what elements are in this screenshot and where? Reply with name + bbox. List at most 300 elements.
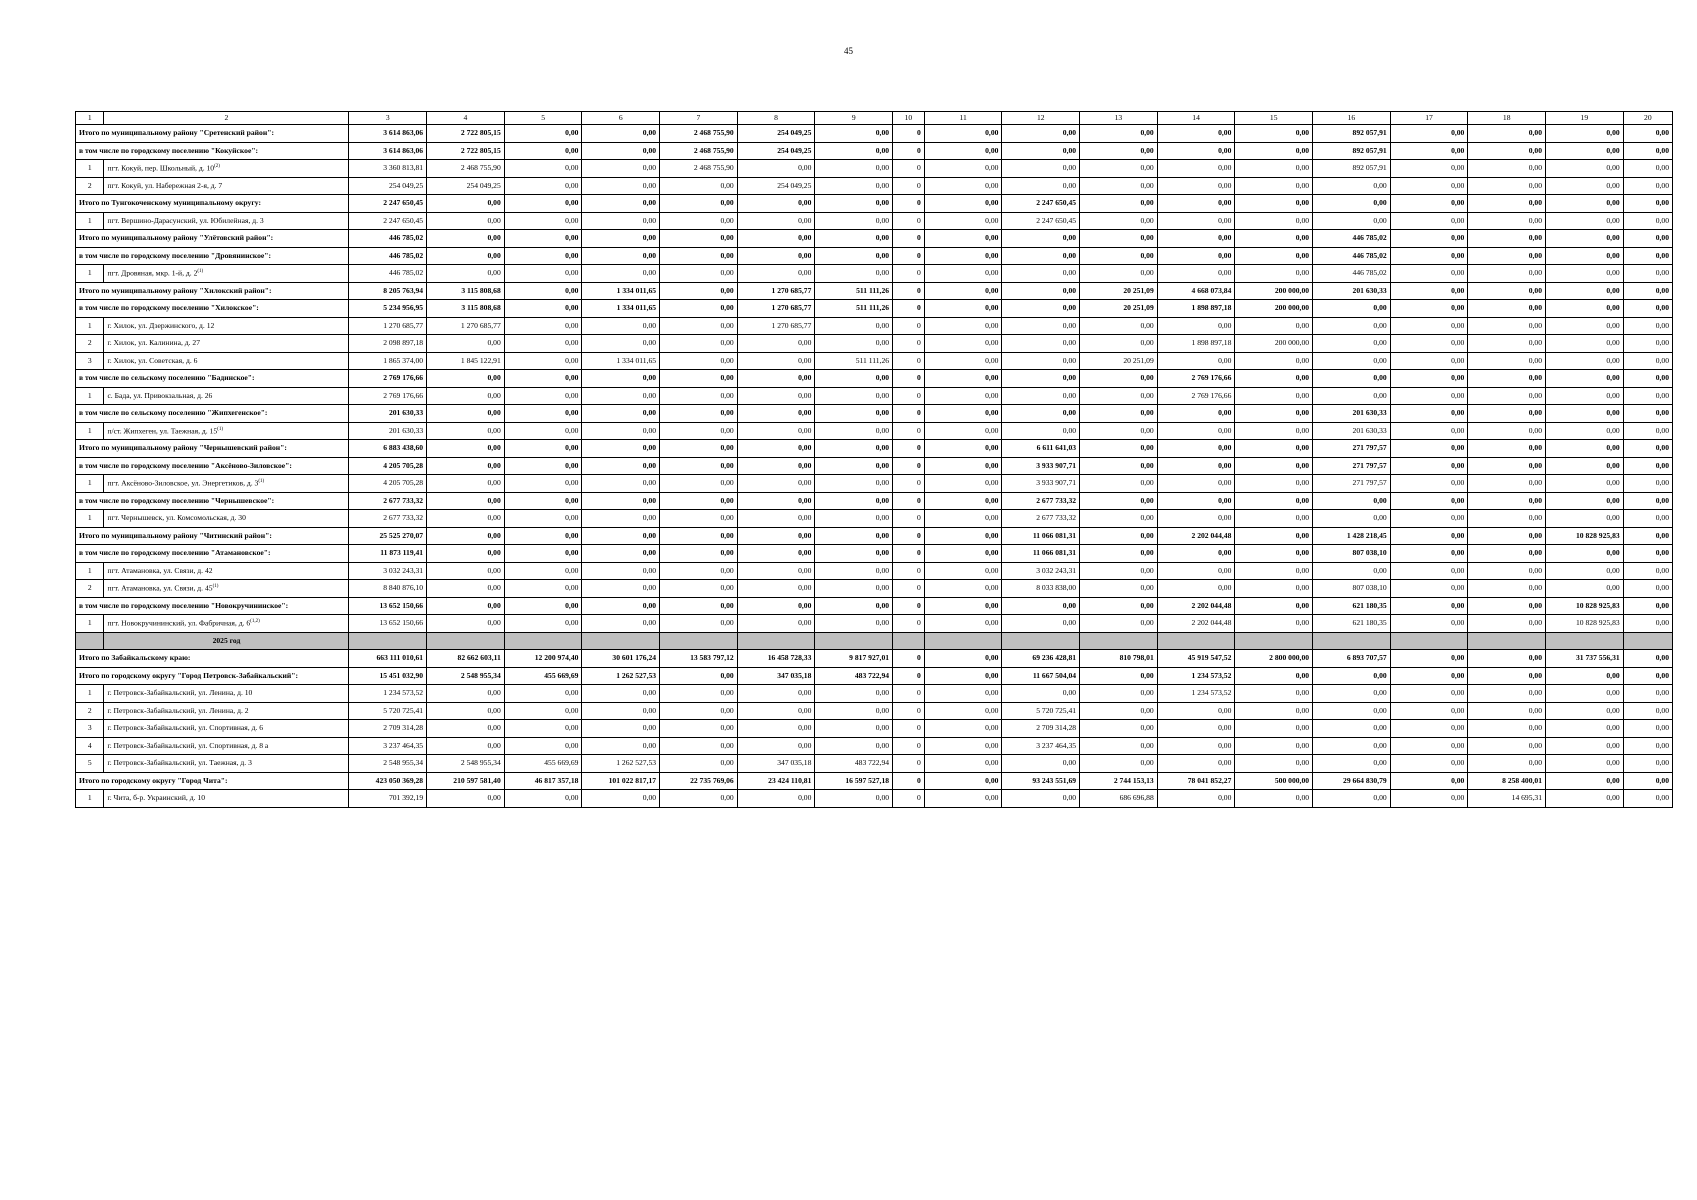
value-cell: 1 865 374,00 xyxy=(349,352,427,370)
value-cell: 0 xyxy=(893,212,925,230)
header-cell: 17 xyxy=(1390,112,1468,125)
value-cell: 0,00 xyxy=(815,737,893,755)
value-cell: 9 817 927,01 xyxy=(815,650,893,668)
value-cell: 0,00 xyxy=(815,230,893,248)
value-cell: 0,00 xyxy=(1390,772,1468,790)
total-label: Итого по муниципальному району "Читинский район": xyxy=(76,527,349,545)
value-cell: 31 737 556,31 xyxy=(1546,650,1624,668)
value-cell: 0,00 xyxy=(815,790,893,808)
value-cell: 0,00 xyxy=(1546,230,1624,248)
address-text: г. Хилок, ул. Советская, д. 6 xyxy=(107,355,198,365)
value-cell: 2 677 733,32 xyxy=(1002,510,1080,528)
address-cell xyxy=(104,685,349,703)
value-cell: 0,00 xyxy=(582,177,660,195)
value-cell: 446 785,02 xyxy=(1313,265,1391,283)
value-cell: 621 180,35 xyxy=(1313,597,1391,615)
value-cell: 0,00 xyxy=(737,597,815,615)
value-cell: 0,00 xyxy=(1235,580,1313,598)
value-cell: 0,00 xyxy=(1313,562,1391,580)
value-cell: 5 720 725,41 xyxy=(349,702,427,720)
value-cell: 0,00 xyxy=(924,370,1002,388)
value-cell: 0,00 xyxy=(815,125,893,143)
value-cell: 10 828 925,83 xyxy=(1546,615,1624,633)
value-cell: 0,00 xyxy=(815,265,893,283)
header-cell: 10 xyxy=(893,112,925,125)
value-cell: 0,00 xyxy=(1390,790,1468,808)
value-cell: 0,00 xyxy=(924,720,1002,738)
value-cell: 0,00 xyxy=(1002,125,1080,143)
value-cell: 0,00 xyxy=(504,545,582,563)
value-cell: 701 392,19 xyxy=(349,790,427,808)
value-cell: 0,00 xyxy=(815,597,893,615)
value-cell: 0,00 xyxy=(1390,615,1468,633)
value-cell: 0 xyxy=(893,370,925,388)
value-cell: 0,00 xyxy=(582,527,660,545)
total-row xyxy=(76,667,1673,685)
total-label: в том числе по городскому поселению "Дровянинское": xyxy=(76,247,349,265)
value-cell: 0,00 xyxy=(504,160,582,178)
value-cell: 0,00 xyxy=(1623,702,1672,720)
value-cell: 0,00 xyxy=(1623,177,1672,195)
value-cell: 0,00 xyxy=(504,440,582,458)
address-row xyxy=(76,160,1673,178)
value-cell: 0,00 xyxy=(1235,702,1313,720)
value-cell: 0,00 xyxy=(504,317,582,335)
value-cell: 0,00 xyxy=(504,615,582,633)
value-cell: 0,00 xyxy=(1313,317,1391,335)
value-cell: 0,00 xyxy=(1623,352,1672,370)
value-cell: 0,00 xyxy=(815,405,893,423)
value-cell: 0,00 xyxy=(1468,527,1546,545)
value-cell: 0,00 xyxy=(660,457,738,475)
address-cell xyxy=(104,160,349,178)
value-cell: 0 xyxy=(893,580,925,598)
value-cell: 0,00 xyxy=(427,562,505,580)
total-label: Итого по муниципальному району "Чернышевский район": xyxy=(76,440,349,458)
address-text: пгт. Вершино-Дарасунский, ул. Юбилейная, д. 3 xyxy=(107,215,264,225)
header-cell: 9 xyxy=(815,112,893,125)
value-cell: 0,00 xyxy=(1080,247,1158,265)
value-cell: 16 458 728,33 xyxy=(737,650,815,668)
value-cell: 0,00 xyxy=(1468,702,1546,720)
value-cell: 0,00 xyxy=(1157,177,1235,195)
value-cell: 0,00 xyxy=(1390,475,1468,493)
header-cell: 14 xyxy=(1157,112,1235,125)
value-cell: 0 xyxy=(893,177,925,195)
value-cell: 0,00 xyxy=(924,510,1002,528)
value-cell: 0,00 xyxy=(1468,195,1546,213)
address-text: пгт. Кокуй, ул. Набережная 2-я, д. 7 xyxy=(107,180,223,190)
value-cell: 0,00 xyxy=(924,230,1002,248)
value-cell: 0,00 xyxy=(1235,615,1313,633)
value-cell: 0 xyxy=(893,387,925,405)
value-cell: 0,00 xyxy=(1468,352,1546,370)
value-cell: 0,00 xyxy=(1080,562,1158,580)
row-number: 3 xyxy=(76,352,104,370)
value-cell: 201 630,33 xyxy=(349,405,427,423)
value-cell: 0,00 xyxy=(1623,317,1672,335)
value-cell: 0,00 xyxy=(582,790,660,808)
value-cell: 0,00 xyxy=(924,335,1002,353)
value-cell: 2 247 650,45 xyxy=(1002,212,1080,230)
value-cell: 254 049,25 xyxy=(737,177,815,195)
value-cell: 0,00 xyxy=(1623,720,1672,738)
value-cell: 0,00 xyxy=(815,685,893,703)
value-cell: 0,00 xyxy=(737,387,815,405)
value-cell: 0,00 xyxy=(1157,790,1235,808)
address-text: г. Петровск-Забайкальский, ул. Ленина, д. 10 xyxy=(107,688,253,698)
value-cell: 45 919 547,52 xyxy=(1157,650,1235,668)
row-number: 2 xyxy=(76,580,104,598)
value-cell: 0,00 xyxy=(1235,387,1313,405)
total-row xyxy=(76,650,1673,668)
total-label: Итого по муниципальному району "Улётовский район": xyxy=(76,230,349,248)
value-cell: 0,00 xyxy=(924,755,1002,773)
value-cell: 0,00 xyxy=(1080,230,1158,248)
value-cell: 0,00 xyxy=(1390,125,1468,143)
value-cell: 0,00 xyxy=(1157,702,1235,720)
header-cell: 7 xyxy=(660,112,738,125)
value-cell: 101 022 817,17 xyxy=(582,772,660,790)
value-cell: 0,00 xyxy=(1157,195,1235,213)
value-cell: 0,00 xyxy=(1546,282,1624,300)
value-cell: 0,00 xyxy=(1157,212,1235,230)
value-cell: 0,00 xyxy=(1468,142,1546,160)
value-cell: 0,00 xyxy=(1623,475,1672,493)
value-cell: 0,00 xyxy=(1390,405,1468,423)
value-cell: 0,00 xyxy=(427,370,505,388)
value-cell: 5 234 956,95 xyxy=(349,300,427,318)
value-cell: 1 234 573,52 xyxy=(1157,667,1235,685)
value-cell: 0,00 xyxy=(1623,510,1672,528)
value-cell: 0,00 xyxy=(427,685,505,703)
row-number: 2 xyxy=(76,702,104,720)
value-cell: 0,00 xyxy=(1002,142,1080,160)
value-cell: 0,00 xyxy=(1546,195,1624,213)
value-cell: 0,00 xyxy=(504,142,582,160)
value-cell: 446 785,02 xyxy=(1313,230,1391,248)
value-cell: 0,00 xyxy=(1546,492,1624,510)
value-cell: 0,00 xyxy=(1623,457,1672,475)
value-cell: 0,00 xyxy=(504,300,582,318)
value-cell: 0,00 xyxy=(737,230,815,248)
value-cell: 3 933 907,71 xyxy=(1002,457,1080,475)
value-cell: 0,00 xyxy=(427,790,505,808)
value-cell: 0,00 xyxy=(1157,720,1235,738)
value-cell: 10 828 925,83 xyxy=(1546,597,1624,615)
value-cell: 0,00 xyxy=(1390,562,1468,580)
value-cell: 0,00 xyxy=(1080,545,1158,563)
value-cell: 0 xyxy=(893,545,925,563)
value-cell: 0,00 xyxy=(504,387,582,405)
year-empty-cell xyxy=(893,632,925,650)
row-number: 1 xyxy=(76,422,104,440)
value-cell: 0,00 xyxy=(504,580,582,598)
value-cell: 0,00 xyxy=(660,562,738,580)
value-cell: 0,00 xyxy=(660,387,738,405)
value-cell: 0,00 xyxy=(1623,562,1672,580)
value-cell: 0,00 xyxy=(1235,667,1313,685)
value-cell: 201 630,33 xyxy=(1313,405,1391,423)
value-cell: 892 057,91 xyxy=(1313,160,1391,178)
value-cell: 0,00 xyxy=(1157,405,1235,423)
value-cell: 0,00 xyxy=(660,510,738,528)
value-cell: 0,00 xyxy=(1313,510,1391,528)
value-cell: 20 251,09 xyxy=(1080,282,1158,300)
value-cell: 0,00 xyxy=(660,335,738,353)
value-cell: 0,00 xyxy=(1002,265,1080,283)
value-cell: 0,00 xyxy=(660,230,738,248)
total-row xyxy=(76,370,1673,388)
value-cell: 0,00 xyxy=(1468,475,1546,493)
header-cell: 4 xyxy=(427,112,505,125)
value-cell: 0,00 xyxy=(1080,177,1158,195)
value-cell: 0,00 xyxy=(504,702,582,720)
value-cell: 1 262 527,53 xyxy=(582,755,660,773)
value-cell: 0 xyxy=(893,317,925,335)
value-cell: 0,00 xyxy=(924,352,1002,370)
value-cell: 2 677 733,32 xyxy=(1002,492,1080,510)
value-cell: 0,00 xyxy=(660,737,738,755)
total-label: в том числе по городскому поселению "Атамановское": xyxy=(76,545,349,563)
value-cell: 0,00 xyxy=(1235,212,1313,230)
value-cell: 0,00 xyxy=(1546,125,1624,143)
value-cell: 0,00 xyxy=(924,527,1002,545)
address-text: г. Петровск-Забайкальский, ул. Спортивная, д. 8 а xyxy=(107,740,269,750)
value-cell: 0,00 xyxy=(815,195,893,213)
address-row xyxy=(76,317,1673,335)
value-cell: 69 236 428,81 xyxy=(1002,650,1080,668)
value-cell: 0,00 xyxy=(1468,545,1546,563)
value-cell: 0,00 xyxy=(1623,790,1672,808)
value-cell: 0,00 xyxy=(1080,492,1158,510)
value-cell: 0,00 xyxy=(1002,405,1080,423)
value-cell: 0,00 xyxy=(924,667,1002,685)
value-cell: 271 797,57 xyxy=(1313,457,1391,475)
total-label: Итого по муниципальному району "Хилокский район": xyxy=(76,282,349,300)
value-cell: 0,00 xyxy=(1390,335,1468,353)
value-cell: 0,00 xyxy=(924,177,1002,195)
value-cell: 0,00 xyxy=(1468,230,1546,248)
value-cell: 0,00 xyxy=(924,615,1002,633)
value-cell: 8 205 763,94 xyxy=(349,282,427,300)
value-cell: 0,00 xyxy=(1080,755,1158,773)
value-cell: 0,00 xyxy=(504,265,582,283)
value-cell: 3 237 464,35 xyxy=(349,737,427,755)
value-cell: 2 769 176,66 xyxy=(1157,387,1235,405)
value-cell: 0,00 xyxy=(1002,615,1080,633)
year-empty-cell xyxy=(660,632,738,650)
value-cell: 0,00 xyxy=(427,737,505,755)
value-cell: 0,00 xyxy=(1546,580,1624,598)
value-cell: 2 202 044,48 xyxy=(1157,597,1235,615)
value-cell: 0,00 xyxy=(1546,177,1624,195)
value-cell: 3 032 243,31 xyxy=(349,562,427,580)
value-cell: 0,00 xyxy=(1468,720,1546,738)
value-cell: 1 270 685,77 xyxy=(349,317,427,335)
address-cell xyxy=(104,702,349,720)
value-cell: 0,00 xyxy=(1390,317,1468,335)
address-text: пгт. Кокуй, пер. Школьный, д. 10 xyxy=(107,163,215,173)
value-cell: 0,00 xyxy=(1546,352,1624,370)
value-cell: 0,00 xyxy=(1157,737,1235,755)
value-cell: 0,00 xyxy=(924,125,1002,143)
value-cell: 0,00 xyxy=(737,737,815,755)
value-cell: 0,00 xyxy=(737,562,815,580)
value-cell: 0 xyxy=(893,440,925,458)
value-cell: 0,00 xyxy=(1390,300,1468,318)
address-cell xyxy=(104,352,349,370)
value-cell: 0,00 xyxy=(427,440,505,458)
total-label: в том числе по сельскому поселению "Жипхегенское": xyxy=(76,405,349,423)
value-cell: 455 669,69 xyxy=(504,755,582,773)
value-cell: 0,00 xyxy=(1157,440,1235,458)
value-cell: 0,00 xyxy=(1157,125,1235,143)
value-cell: 1 270 685,77 xyxy=(427,317,505,335)
value-cell: 0,00 xyxy=(1235,247,1313,265)
value-cell: 0,00 xyxy=(924,195,1002,213)
value-cell: 1 270 685,77 xyxy=(737,317,815,335)
value-cell: 511 111,26 xyxy=(815,282,893,300)
value-cell: 20 251,09 xyxy=(1080,300,1158,318)
header-cell: 20 xyxy=(1623,112,1672,125)
value-cell: 0,00 xyxy=(1468,387,1546,405)
value-cell: 0,00 xyxy=(1623,545,1672,563)
value-cell: 0,00 xyxy=(1235,317,1313,335)
value-cell: 2 098 897,18 xyxy=(349,335,427,353)
value-cell: 0,00 xyxy=(815,492,893,510)
year-empty-cell xyxy=(737,632,815,650)
value-cell: 0,00 xyxy=(1468,282,1546,300)
value-cell: 0,00 xyxy=(1468,177,1546,195)
year-label: 2025 год xyxy=(104,632,349,650)
value-cell: 0,00 xyxy=(582,492,660,510)
value-cell: 0,00 xyxy=(1546,702,1624,720)
value-cell: 0,00 xyxy=(1313,387,1391,405)
value-cell: 0,00 xyxy=(504,230,582,248)
value-cell: 0,00 xyxy=(1390,352,1468,370)
value-cell: 201 630,33 xyxy=(1313,282,1391,300)
value-cell: 0,00 xyxy=(1623,667,1672,685)
value-cell: 0,00 xyxy=(1390,265,1468,283)
value-cell: 0,00 xyxy=(427,580,505,598)
value-cell: 0,00 xyxy=(1235,370,1313,388)
value-cell: 0,00 xyxy=(427,422,505,440)
value-cell: 0,00 xyxy=(924,457,1002,475)
value-cell: 0,00 xyxy=(1623,440,1672,458)
value-cell: 11 066 081,31 xyxy=(1002,527,1080,545)
year-empty-cell xyxy=(1080,632,1158,650)
value-cell: 0,00 xyxy=(582,737,660,755)
value-cell: 0,00 xyxy=(1623,370,1672,388)
value-cell: 2 709 314,28 xyxy=(349,720,427,738)
value-cell: 810 798,01 xyxy=(1080,650,1158,668)
address-cell xyxy=(104,177,349,195)
value-cell: 0,00 xyxy=(737,370,815,388)
value-cell: 0,00 xyxy=(660,790,738,808)
value-cell: 0,00 xyxy=(1623,265,1672,283)
value-cell: 0,00 xyxy=(924,317,1002,335)
value-cell: 0,00 xyxy=(1235,457,1313,475)
total-label: в том числе по городскому поселению "Кокуйское": xyxy=(76,142,349,160)
year-empty-cell xyxy=(1235,632,1313,650)
value-cell: 0,00 xyxy=(1390,702,1468,720)
value-cell: 0,00 xyxy=(737,685,815,703)
value-cell: 0,00 xyxy=(1623,650,1672,668)
value-cell: 0,00 xyxy=(660,352,738,370)
value-cell: 0,00 xyxy=(1623,492,1672,510)
value-cell: 2 202 044,48 xyxy=(1157,527,1235,545)
row-number: 2 xyxy=(76,335,104,353)
value-cell: 0,00 xyxy=(660,492,738,510)
value-cell: 0 xyxy=(893,492,925,510)
value-cell: 0,00 xyxy=(1235,405,1313,423)
value-cell: 0,00 xyxy=(1235,510,1313,528)
value-cell: 1 898 897,18 xyxy=(1157,335,1235,353)
value-cell: 0,00 xyxy=(1080,737,1158,755)
value-cell: 8 840 876,10 xyxy=(349,580,427,598)
value-cell: 0,00 xyxy=(582,247,660,265)
value-cell: 0,00 xyxy=(737,160,815,178)
value-cell: 0,00 xyxy=(504,177,582,195)
value-cell: 4 205 705,28 xyxy=(349,475,427,493)
value-cell: 0,00 xyxy=(1002,685,1080,703)
total-row xyxy=(76,195,1673,213)
value-cell: 0,00 xyxy=(924,300,1002,318)
address-text: пгт. Аксёново-Зиловское, ул. Энергетиков, д. 3 xyxy=(107,478,259,488)
value-cell: 0,00 xyxy=(1623,282,1672,300)
page-number: 45 xyxy=(844,46,853,56)
value-cell: 0,00 xyxy=(582,615,660,633)
value-cell: 0 xyxy=(893,125,925,143)
address-cell xyxy=(104,510,349,528)
value-cell: 0 xyxy=(893,790,925,808)
value-cell: 0,00 xyxy=(1623,755,1672,773)
total-row xyxy=(76,282,1673,300)
address-text: пгт. Дровяная, мкр. 1-й, д. 2 xyxy=(107,268,198,278)
value-cell: 0,00 xyxy=(924,737,1002,755)
value-cell: 16 597 527,18 xyxy=(815,772,893,790)
value-cell: 0,00 xyxy=(1235,440,1313,458)
value-cell: 347 035,18 xyxy=(737,755,815,773)
address-row xyxy=(76,387,1673,405)
value-cell: 3 115 808,68 xyxy=(427,282,505,300)
value-cell: 25 525 270,07 xyxy=(349,527,427,545)
value-cell: 3 237 464,35 xyxy=(1002,737,1080,755)
header-cell: 3 xyxy=(349,112,427,125)
value-cell: 0,00 xyxy=(1235,545,1313,563)
value-cell: 0,00 xyxy=(1390,440,1468,458)
value-cell: 0,00 xyxy=(1468,685,1546,703)
value-cell: 0,00 xyxy=(660,317,738,335)
value-cell: 0,00 xyxy=(504,492,582,510)
address-row xyxy=(76,510,1673,528)
value-cell: 511 111,26 xyxy=(815,352,893,370)
row-number: 1 xyxy=(76,317,104,335)
value-cell: 0,00 xyxy=(1157,230,1235,248)
value-cell: 0,00 xyxy=(737,352,815,370)
value-cell: 0,00 xyxy=(1546,370,1624,388)
value-cell: 0,00 xyxy=(1157,562,1235,580)
footnote-mark: (1) xyxy=(217,426,223,432)
value-cell: 0,00 xyxy=(582,160,660,178)
value-cell: 0,00 xyxy=(1546,422,1624,440)
value-cell: 0,00 xyxy=(1080,667,1158,685)
value-cell: 0 xyxy=(893,247,925,265)
value-cell: 0,00 xyxy=(1157,580,1235,598)
value-cell: 0,00 xyxy=(1390,527,1468,545)
value-cell: 13 652 150,66 xyxy=(349,615,427,633)
